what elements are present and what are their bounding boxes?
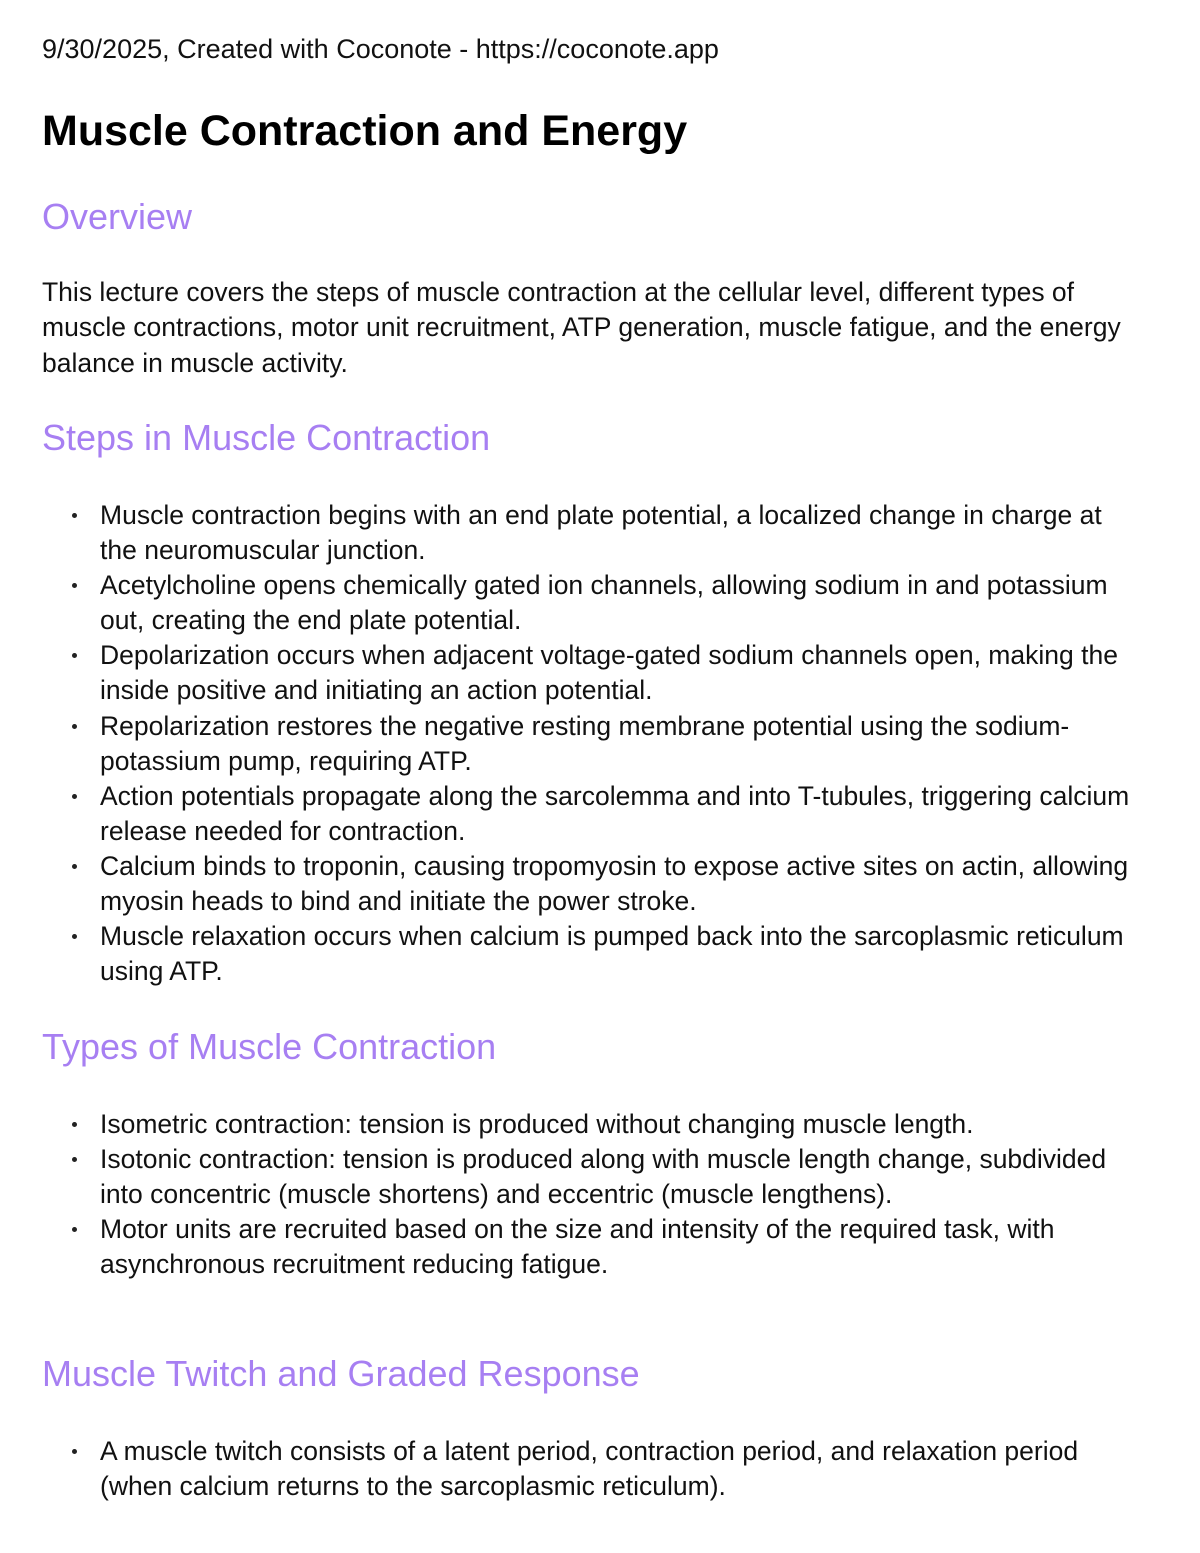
list-item <box>42 568 1132 638</box>
types-heading: Types of Muscle Contraction <box>42 1026 497 1067</box>
list-item-text: Action potentials propagate along the sarcolemma and into T-tubules, triggering calcium release needed for contraction. <box>100 780 1130 846</box>
steps-heading: Steps in Muscle Contraction <box>42 417 491 458</box>
bullet-icon <box>72 724 77 729</box>
bullet-icon <box>72 1449 77 1454</box>
bullet-icon <box>72 1122 77 1127</box>
list-item-text: Acetylcholine opens chemically gated ion channels, allowing sodium in and potassium out, creating the end plate potential. <box>100 570 1108 636</box>
bullet-icon <box>72 1157 77 1162</box>
steps-list <box>42 498 1132 989</box>
print-header: 9/30/2025, Created with Coconote - https://coconote.app <box>42 34 719 64</box>
list-item <box>42 709 1132 779</box>
overview-heading: Overview <box>42 196 193 237</box>
list-item <box>42 638 1132 708</box>
list-item <box>42 1107 1132 1142</box>
bullet-icon <box>72 934 77 939</box>
list-item <box>42 1142 1132 1212</box>
list-item <box>42 849 1132 919</box>
list-item <box>42 1434 1132 1504</box>
page-title: Muscle Contraction and Energy <box>42 107 688 155</box>
bullet-icon <box>72 864 77 869</box>
list-item-text: Muscle contraction begins with an end plate potential, a localized change in charge at the neuromuscular junction. <box>100 500 1102 566</box>
list-item-text: Isometric contraction: tension is produced without changing muscle length. <box>100 1109 974 1139</box>
list-item-text: Calcium binds to troponin, causing tropomyosin to expose active sites on actin, allowing myosin heads to bind and initiate the power stroke. <box>100 850 1129 917</box>
bullet-icon <box>72 583 77 588</box>
twitch-list <box>42 1434 1132 1504</box>
overview-paragraph: This lecture covers the steps of muscle contraction at the cellular level, different types of muscle contractions, motor unit recruitment, ATP generation, muscle fatigue, and the energy balance in muscle activity. <box>42 277 1121 378</box>
list-item-text: Muscle relaxation occurs when calcium is pumped back into the sarcoplasmic reticulum using ATP. <box>100 921 1124 987</box>
list-item-text: A muscle twitch consists of a latent period, contraction period, and relaxation period (when calcium returns to the sarcoplasmic reticulum). <box>100 1436 1079 1502</box>
bullet-icon <box>72 1227 77 1232</box>
bullet-icon <box>72 794 77 799</box>
list-item <box>42 919 1132 989</box>
bullet-icon <box>72 653 77 658</box>
list-item <box>42 1212 1132 1282</box>
list-item <box>42 779 1132 849</box>
list-item-text: Motor units are recruited based on the size and intensity of the required task, with asynchronous recruitment reducing fatigue. <box>100 1214 1055 1280</box>
list-item-text: Repolarization restores the negative resting membrane potential using the sodium-potassium pump, requiring ATP. <box>100 710 1070 776</box>
list-item-text: Depolarization occurs when adjacent voltage-gated sodium channels open, making the inside positive and initiating an action potential. <box>100 640 1118 706</box>
list-item <box>42 498 1132 568</box>
twitch-heading: Muscle Twitch and Graded Response <box>42 1353 640 1394</box>
list-item-text: Isotonic contraction: tension is produced along with muscle length change, subdivided into concentric (muscle shortens) and eccentric (muscle lengthens). <box>100 1144 1107 1210</box>
bullet-icon <box>72 513 77 518</box>
types-list <box>42 1107 1132 1282</box>
